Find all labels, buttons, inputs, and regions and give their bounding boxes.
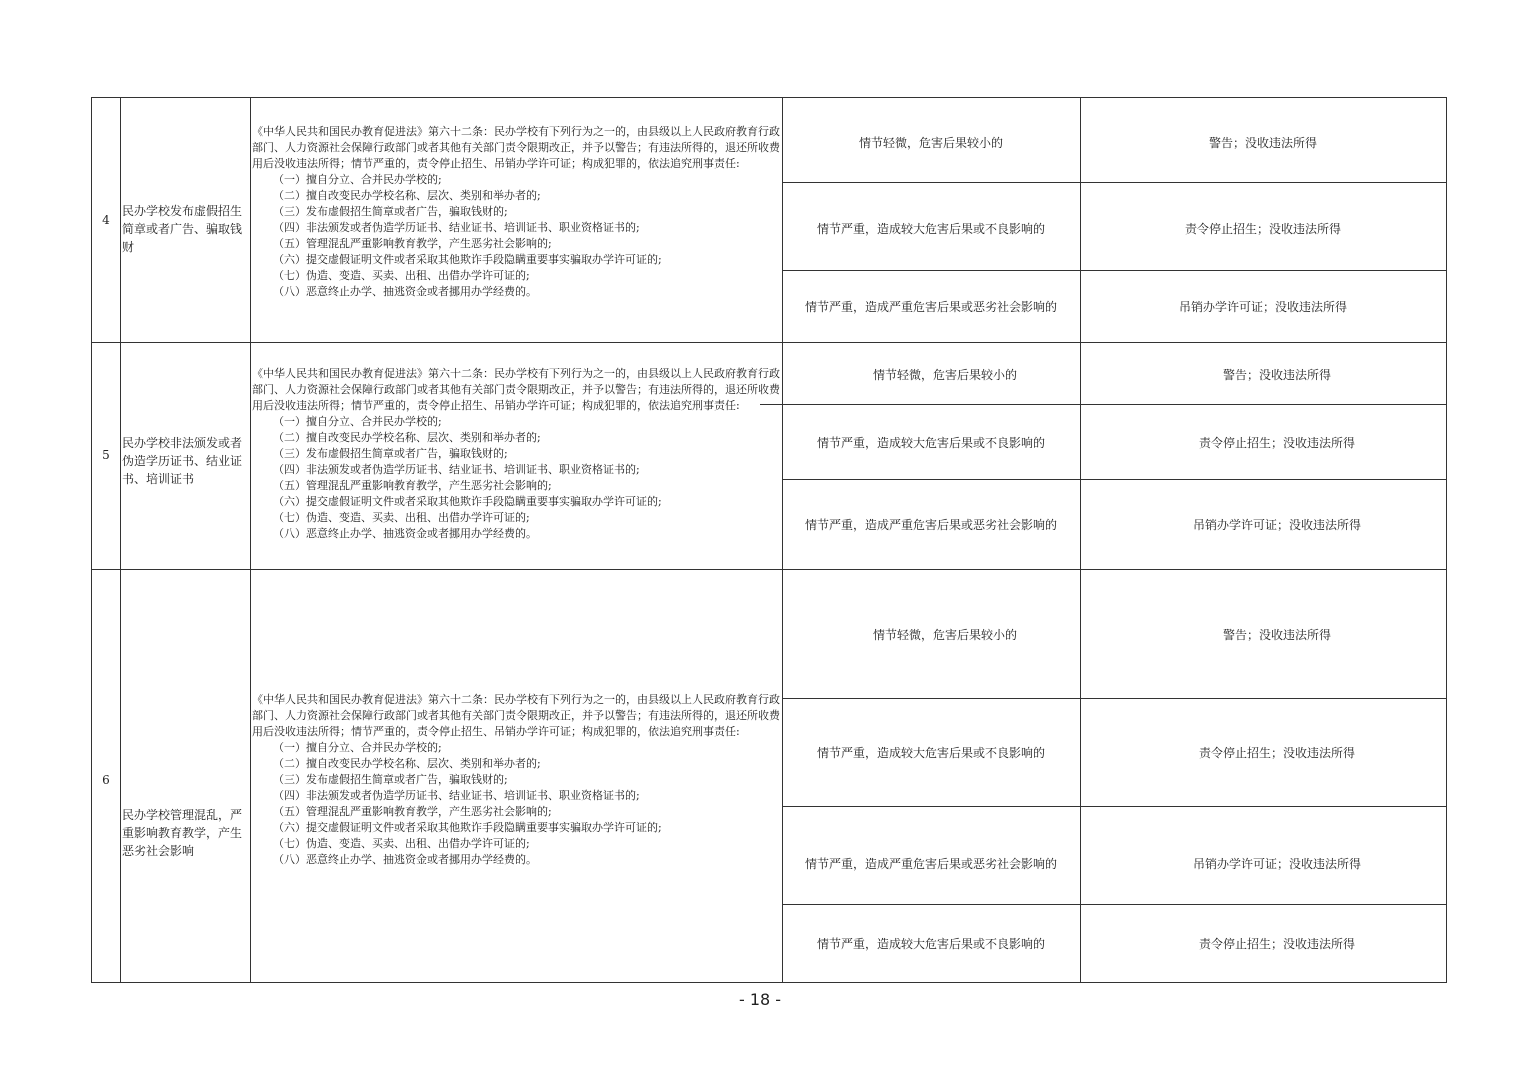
row-number: 4 [102, 213, 110, 227]
penalty-text: 责令停止招生；没收违法所得 [1198, 746, 1355, 760]
violation-name: 民办学校管理混乱，严重影响教育教学，产生恶劣社会影响 [122, 808, 243, 858]
subrow-divider [782, 404, 1447, 405]
condition-text: 情节严重，造成严重危害后果或恶劣社会影响的 [804, 300, 1057, 314]
column-divider [120, 97, 121, 983]
legal-basis-text: 《中华人民共和国民办教育促进法》第六十二条：民办学校有下列行为之一的，由县级以上人民政府教育行政部门、人力资源社会保障行政部门或者其他有关部门责令限期改正，并予以警告；有违法所得的，退还所收费用后没收违法所得；情节严重的，责令停止招生、吊销办学许可证；构成犯罪的，依法追究刑事责任: （一）擅自分立、合并民办学校的; （二）擅自改变民办学校名称、层次、类别和举办者的; （三）发布虚假招生简章或者广告，骗取钱财的; （四）非法颁发或者伪造学历证书、结业证书、培训证书、职业资格证书的; （五）管理混乱严重影响教育教学，产生恶劣社会影响的; （六）提交虚假证明文件或者采取其他欺诈手段隐瞒重要事实骗取办学许可证的; （七）伪造、变造、买卖、出租、出借办学许可证的; （八）恶意终止办学、抽逃资金或者挪用办学经费的。 [252, 125, 780, 298]
penalty-text: 警告；没收违法所得 [1208, 136, 1317, 150]
penalty-text: 责令停止招生；没收违法所得 [1198, 436, 1355, 450]
page-number: - 18 - [738, 990, 782, 1009]
penalty-text: 责令停止招生；没收违法所得 [1198, 937, 1355, 951]
condition-text: 情节轻微，危害后果较小的 [858, 136, 1003, 150]
condition-text: 情节严重，造成较大危害后果或不良影响的 [816, 937, 1045, 951]
condition-text: 情节轻微，危害后果较小的 [872, 368, 1017, 382]
legal-basis-text: 《中华人民共和国民办教育促进法》第六十二条：民办学校有下列行为之一的，由县级以上人民政府教育行政部门、人力资源社会保障行政部门或者其他有关部门责令限期改正，并予以警告；有违法所得的，退还所收费用后没收违法所得；情节严重的，责令停止招生、吊销办学许可证；构成犯罪的，依法追究刑事责任: （一）擅自分立、合并民办学校的; （二）擅自改变民办学校名称、层次、类别和举办者的; （三）发布虚假招生简章或者广告，骗取钱财的; （四）非法颁发或者伪造学历证书、结业证书、培训证书、职业资格证书的; （五）管理混乱严重影响教育教学，产生恶劣社会影响的; （六）提交虚假证明文件或者采取其他欺诈手段隐瞒重要事实骗取办学许可证的; （七）伪造、变造、买卖、出租、出借办学许可证的; （八）恶意终止办学、抽逃资金或者挪用办学经费的。 [252, 367, 780, 540]
penalty-text: 警告；没收违法所得 [1222, 368, 1331, 382]
subrow-divider [782, 479, 1447, 480]
column-divider [250, 97, 251, 983]
penalty-text: 吊销办学许可证；没收违法所得 [1192, 857, 1361, 871]
condition-text: 情节严重，造成严重危害后果或恶劣社会影响的 [804, 518, 1057, 532]
condition-text: 情节严重，造成较大危害后果或不良影响的 [816, 222, 1045, 236]
subrow-divider [782, 182, 1447, 183]
row-divider [91, 569, 1447, 570]
condition-text: 情节严重，造成较大危害后果或不良影响的 [816, 746, 1045, 760]
subrow-divider [782, 806, 1447, 807]
row-number: 5 [102, 448, 110, 462]
penalty-text: 吊销办学许可证；没收违法所得 [1192, 518, 1361, 532]
row-number: 6 [102, 773, 110, 787]
condition-text: 情节严重，造成较大危害后果或不良影响的 [816, 436, 1045, 450]
condition-text: 情节轻微，危害后果较小的 [872, 628, 1017, 642]
subrow-divider [782, 698, 1447, 699]
row-divider [91, 342, 1447, 343]
subrow-divider [782, 904, 1447, 905]
penalty-text: 责令停止招生；没收违法所得 [1184, 222, 1341, 236]
violation-name: 民办学校非法颁发或者伪造学历证书、结业证书、培训证书 [122, 436, 243, 486]
condition-text: 情节严重，造成严重危害后果或恶劣社会影响的 [804, 857, 1057, 871]
subrow-divider [782, 270, 1447, 271]
penalty-text: 警告；没收违法所得 [1222, 628, 1331, 642]
legal-basis-text: 《中华人民共和国民办教育促进法》第六十二条：民办学校有下列行为之一的，由县级以上人民政府教育行政部门、人力资源社会保障行政部门或者其他有关部门责令限期改正，并予以警告；有违法所得的，退还所收费用后没收违法所得；情节严重的，责令停止招生、吊销办学许可证；构成犯罪的，依法追究刑事责任: （一）擅自分立、合并民办学校的; （二）擅自改变民办学校名称、层次、类别和举办者的; （三）发布虚假招生简章或者广告，骗取钱财的; （四）非法颁发或者伪造学历证书、结业证书、培训证书、职业资格证书的; （五）管理混乱严重影响教育教学，产生恶劣社会影响的; （六）提交虚假证明文件或者采取其他欺诈手段隐瞒重要事实骗取办学许可证的; （七）伪造、变造、买卖、出租、出借办学许可证的; （八）恶意终止办学、抽逃资金或者挪用办学经费的。 [252, 693, 780, 866]
penalty-text: 吊销办学许可证；没收违法所得 [1178, 300, 1347, 314]
violation-name: 民办学校发布虚假招生简章或者广告、骗取钱财 [122, 204, 243, 254]
